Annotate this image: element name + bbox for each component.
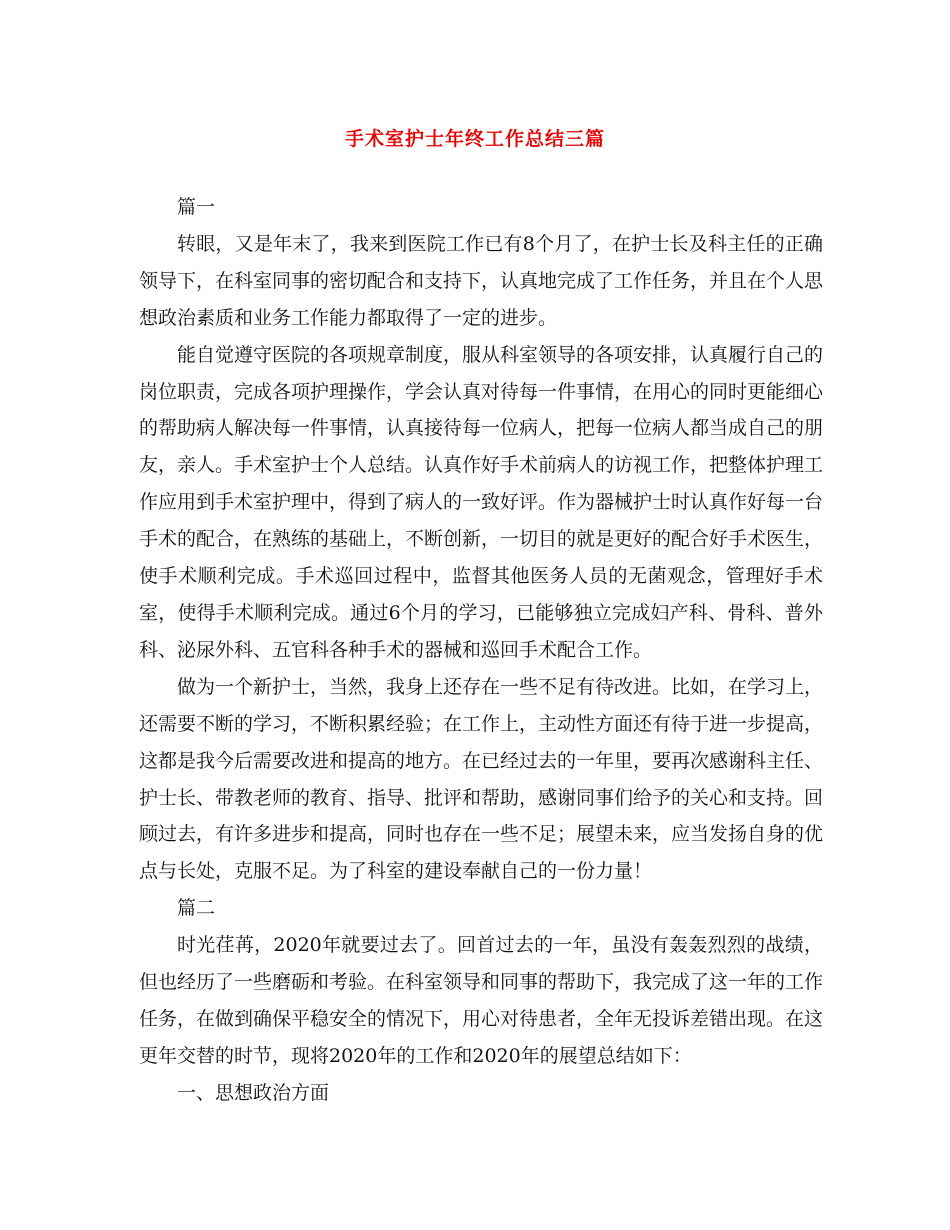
paragraph: 能自觉遵守医院的各项规章制度，服从科室领导的各项安排，认真履行自己的岗位职责，完成各项护理操作，学会认真对待每一件事情，在用心的同时更能细心的帮助病人解决每一件事情，认真接待每一位病人，把每一位病人都当成自己的朋友，亲人。手术室护士个人总结。认真作好手术前病人的访视工作，把整体护理工作应用到手术室护理中，得到了病人的一致好评。作为器械护士时认真作好每一台手术的配合，在熟练的基础上，不断创新，一切目的就是更好的配合好手术医生，使手术顺利完成。手术巡回过程中，监督其他医务人员的无菌观念，管理好手术室，使得手术顺利完成。通过6个月的学习，已能够独立完成妇产科、骨科、普外科、泌尿外科、五官科各种手术的器械和巡回手术配合工作。 <box>139 343 824 661</box>
paragraph: 做为一个新护士，当然，我身上还存在一些不足有待改进。比如，在学习上，还需要不断的学习，不断积累经验；在工作上，主动性方面还有待于进一步提高，这都是我今后需要改进和提高的地方。在已经过去的一年里，要再次感谢科主任、护士长、带教老师的教育、指导、批评和帮助，感谢同事们给予的关心和支持。回顾过去，有许多进步和提高，同时也存在一些不足；展望未来，应当发扬自身的优点与长处，克服不足。为了科室的建设奉献自己的一份力量！ <box>139 675 824 883</box>
subsection-heading: 一、思想政治方面 <box>177 1081 330 1104</box>
document-title: 手术室护士年终工作总结三篇 <box>344 128 605 150</box>
document-body <box>139 189 823 1112</box>
section-heading-2: 篇二 <box>177 897 216 920</box>
paragraph: 时光荏苒，2020年就要过去了。回首过去的一年，虽没有轰轰烈烈的战绩，但也经历了一些磨砺和考验。在科室领导和同事的帮助下，我完成了这一年的工作任务，在做到确保平稳安全的情况下，用心对待患者，全年无投诉差错出现。在这更年交替的时节，现将2020年的工作和2020年的展望总结如下： <box>139 934 824 1067</box>
paragraph: 转眼，又是年末了，我来到医院工作已有8个月了，在护士长及科主任的正确领导下，在科室同事的密切配合和支持下，认真地完成了工作任务，并且在个人思想政治素质和业务工作能力都取得了一定的进步。 <box>139 232 824 329</box>
section-heading-1: 篇一 <box>177 196 216 218</box>
